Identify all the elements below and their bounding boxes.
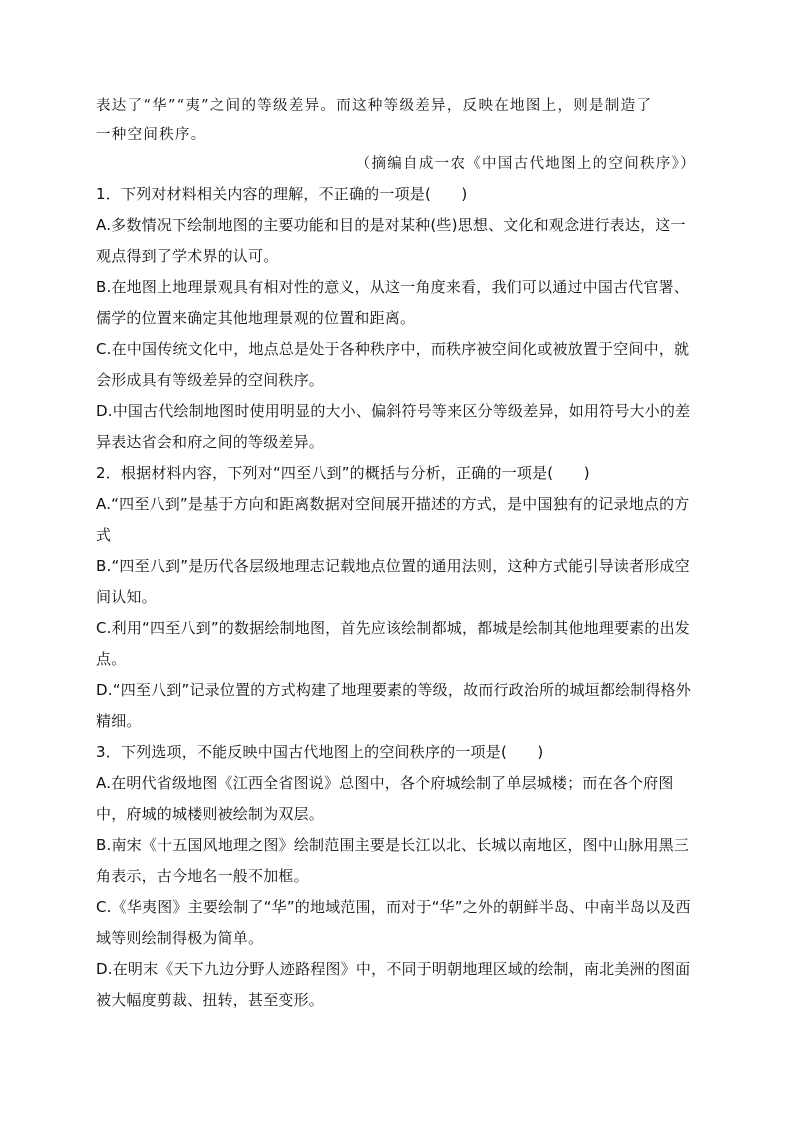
option-b: B.在地图上地理景观具有相对性的意义，从这一角度来看，我们可以通过中国古代官署、儒学的位置来确定其他地理景观的位置和距离。 (96, 278, 690, 327)
option-d: D.“四至八到”记录位置的方式构建了地理要素的等级，故而行政治所的城垣都绘制得格外精细。 (96, 681, 692, 730)
passage-line: 一种空间秩序。 (96, 127, 207, 143)
option-d: D.中国古代绘制地图时使用明显的大小、偏斜符号等来区分等级差异，如用符号大小的差异表达省会和府之间的等级差异。 (96, 402, 691, 451)
document-page (96, 92, 696, 1016)
option-c: C.在中国传统文化中，地点总是处于各种秩序中，而秩序被空间化或被放置于空间中，就会形成具有等级差异的空间秩序。 (96, 340, 690, 389)
option-d: D.在明末《天下九边分野人迹路程图》中，不同于明朝地理区域的绘制，南北美洲的图面被大幅度剪裁、扭转，甚至变形。 (96, 960, 691, 1009)
question-stem: 3．下列选项，不能反映中国古代地图上的空间秩序的一项是( ) (96, 743, 544, 761)
option-a: A.多数情况下绘制地图的主要功能和目的是对某种(些)思想、文化和观念进行表达，这一观点得到了学术界的认可。 (96, 216, 686, 265)
source-citation: （摘编自成一农《中国古代地图上的空间秩序》） (355, 156, 696, 172)
option-a: A.“四至八到”是基于方向和距离数据对空间展开描述的方式，是中国独有的记录地点的方式 (96, 495, 690, 544)
question-2 (96, 458, 696, 737)
option-c: C.《华夷图》主要绘制了“华”的地域范围，而对于“华”之外的朝鲜半岛、中南半岛以及西域等则绘制得极为简单。 (96, 898, 691, 947)
passage-ending (96, 92, 696, 179)
question-3 (96, 737, 696, 1016)
question-stem: 2．根据材料内容，下列对“四至八到”的概括与分析，正确的一项是( ) (96, 464, 590, 482)
question-1 (96, 179, 696, 458)
passage-line: 表达了“华”“夷”之间的等级差异。而这种等级差异，反映在地图上，则是制造了 (96, 98, 653, 114)
option-b: B.“四至八到”是历代各层级地理志记载地点位置的通用法则，这种方式能引导读者形成空间认知。 (96, 557, 690, 606)
option-a: A.在明代省级地图《江西全省图说》总图中，各个府城绘制了单层城楼；而在各个府图中，府城的城楼则被绘制为双层。 (96, 774, 674, 823)
questions (96, 179, 696, 1016)
option-c: C.利用“四至八到”的数据绘制地图，首先应该绘制都城，都城是绘制其他地理要素的出发点。 (96, 619, 690, 668)
question-stem: 1．下列对材料相关内容的理解，不正确的一项是( ) (96, 185, 468, 203)
option-b: B.南宋《十五国风地理之图》绘制范围主要是长江以北、长城以南地区，图中山脉用黑三角表示，古今地名一般不加框。 (96, 836, 690, 885)
